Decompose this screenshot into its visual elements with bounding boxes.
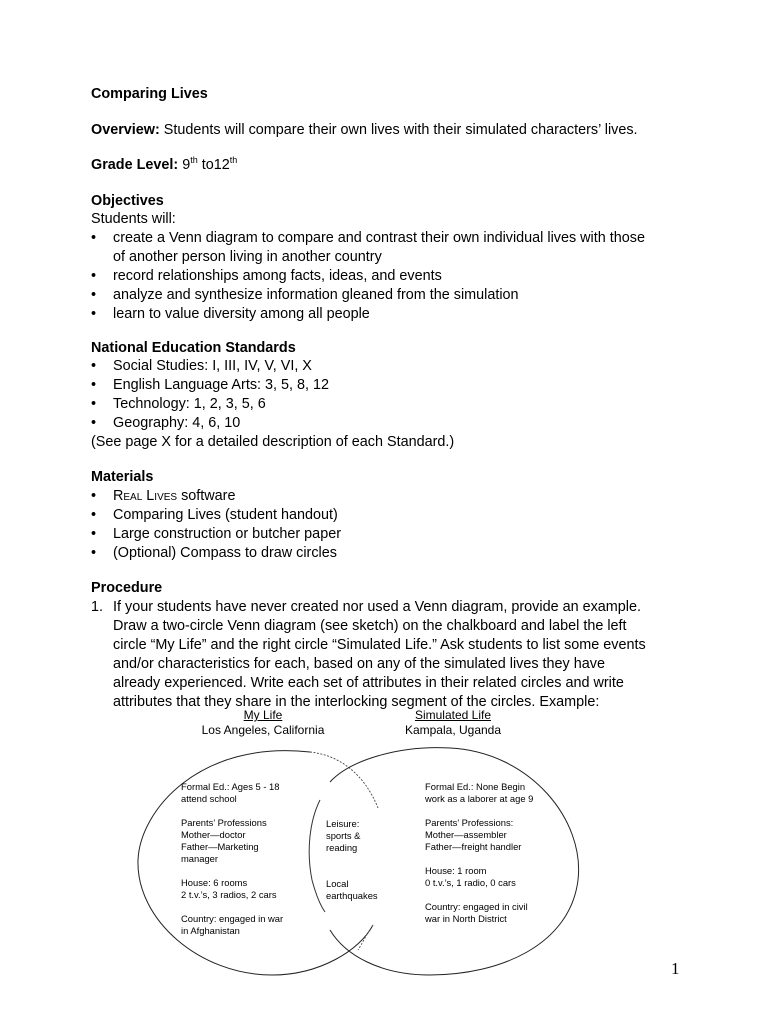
standards-note: (See page X for a detailed description of each Standard.) [91,434,455,450]
venn-right-place: Kampala, Uganda [404,723,502,737]
step-line: and/or characteristics for each, based on any of the simulated lives they have [113,656,605,672]
step-number: 1. [91,599,104,615]
venn-line: Country: engaged in war [181,913,284,924]
venn-line: reading [326,842,358,853]
venn-line: war in North District [425,913,507,924]
venn-right-circle-inner [309,800,325,912]
overview-label: Overview: [91,122,160,138]
venn-left-text [181,781,283,937]
venn-middle-text [326,818,378,902]
venn-line: Father—freight handler [425,841,522,852]
venn-left-place: Los Angeles, California [201,723,325,737]
list-item: • Large construction or butcher paper [91,525,341,544]
grade-from-sup: th [190,155,198,165]
venn-left-circle-top [310,752,378,808]
venn-line [181,901,283,913]
page-number: 1 [671,959,680,978]
grade-sep: to [197,157,214,173]
list-item: • Comparing Lives (student handout) [91,506,341,525]
step-line: circle “My Life” and the right circle “Simulated Life.” Ask students to list some events [113,637,646,653]
venn-line: Formal Ed.: Ages 5 - 18 [181,781,280,792]
venn-line: Parents’ Professions: [425,817,514,828]
step-line: attributes that they share in the interlocking segment of the circles. Example: [113,694,600,710]
venn-line: manager [181,853,219,864]
step-line: Draw a two-circle Venn diagram (see sketch) on the chalkboard and label the left [113,618,627,634]
venn-line [181,865,283,877]
venn-line [326,854,378,866]
grade-to-sup: th [229,155,238,165]
grade-to: 12 [213,157,230,173]
venn-line: Leisure: [326,818,360,829]
venn-line [326,866,378,878]
objectives-intro: Students will: [91,211,176,227]
venn-right-title: Simulated Life [414,708,492,722]
venn-line: House: 6 rooms [181,877,248,888]
venn-line [181,805,283,817]
list-item: • Social Studies: I, III, IV, V, VI, X [91,357,329,376]
objectives-heading: Objectives [91,193,164,209]
venn-line [425,853,533,865]
venn-line: Formal Ed.: None Begin [425,781,526,792]
venn-line: Country: engaged in civil [425,901,528,912]
list-item: • record relationships among facts, ideas, and events [91,267,645,286]
software-suffix: software [177,488,236,504]
list-item: • learn to value diversity among all people [91,305,645,324]
venn-line: Local [326,878,349,889]
procedure-heading: Procedure [91,580,163,596]
venn-line: sports & [326,830,361,841]
venn-line [425,889,533,901]
list-item: • analyze and synthesize information gleaned from the simulation [91,286,645,305]
step-line: already experienced. Write each set of attributes in their related circles and write [113,675,624,691]
venn-line: 2 t.v.’s, 3 radios, 2 cars [181,889,277,900]
venn-line: Parents’ Professions [181,817,267,828]
venn-left-title: My Life [243,708,283,722]
venn-right-text [425,781,533,925]
grade-from: 9 [182,157,191,173]
list-item: • (Optional) Compass to draw circles [91,544,341,563]
step-line: If your students have never created nor used a Venn diagram, provide an example. [113,599,641,615]
list-item: • Technology: 1, 2, 3, 5, 6 [91,395,329,414]
venn-line: work as a laborer at age 9 [425,793,534,804]
page-title: Comparing Lives [91,86,208,102]
venn-line [425,805,533,817]
list-item: • English Language Arts: 3, 5, 8, 12 [91,376,329,395]
venn-line: Father—Marketing [181,841,259,852]
venn-line: House: 1 room [425,865,487,876]
venn-line: 0 t.v.’s, 1 radio, 0 cars [425,877,516,888]
venn-left-circle-bottom [358,925,373,950]
list-item: • Geography: 4, 6, 10 [91,414,329,433]
grade-label: Grade Level: [91,157,179,173]
venn-line: attend school [181,793,237,804]
standards-heading: National Education Standards [91,340,296,356]
software-name: Real Lives [113,488,178,504]
venn-line: earthquakes [326,890,378,901]
overview-text: Students will compare their own lives with their simulated characters’ lives. [159,122,638,138]
list-item-text: of another person living in another country [113,249,382,265]
materials-heading: Materials [91,469,154,485]
venn-line: in Afghanistan [181,925,240,936]
venn-line: Mother—doctor [181,829,246,840]
venn-line: Mother—assembler [425,829,507,840]
list-item: • create a Venn diagram to compare and contrast their own individual lives with those [91,229,645,248]
